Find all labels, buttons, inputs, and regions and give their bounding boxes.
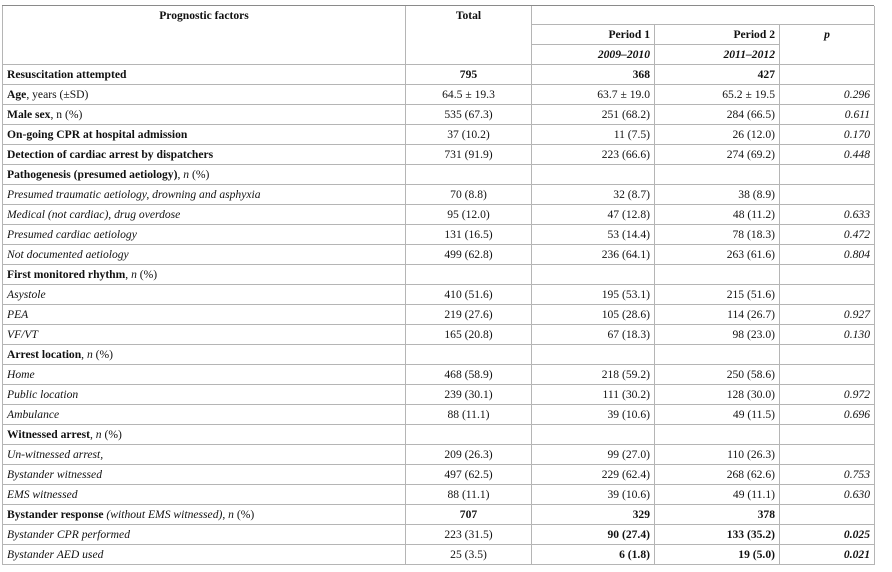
period2-cell: 78 (18.3) bbox=[655, 225, 780, 245]
period2-cell: 133 (35.2) bbox=[655, 525, 780, 545]
period1-cell: 39 (10.6) bbox=[532, 485, 655, 505]
header-total: Total bbox=[406, 6, 532, 65]
table-row bbox=[3, 305, 875, 325]
factor-text: Resuscitation attempted bbox=[7, 68, 127, 81]
period1-cell: 32 (8.7) bbox=[532, 185, 655, 205]
factor-cell bbox=[3, 165, 406, 185]
table-row bbox=[3, 65, 875, 85]
period2-cell: 49 (11.1) bbox=[655, 485, 780, 505]
factor-text: Bystander response bbox=[7, 508, 104, 521]
factor-cell bbox=[3, 145, 406, 165]
total-cell: 209 (26.3) bbox=[406, 445, 532, 465]
header-p: p bbox=[780, 25, 875, 65]
total-cell: 707 bbox=[406, 505, 532, 525]
factor-cell bbox=[3, 65, 406, 85]
factor-text: (%) bbox=[233, 508, 255, 521]
period2-cell: 49 (11.5) bbox=[655, 405, 780, 425]
factor-cell bbox=[3, 265, 406, 285]
table-row bbox=[3, 145, 875, 165]
period1-cell: 6 (1.8) bbox=[532, 545, 655, 565]
total-cell bbox=[406, 425, 532, 445]
p-value-cell: 0.927 bbox=[780, 305, 875, 325]
factor-cell bbox=[3, 385, 406, 405]
total-cell: 731 (91.9) bbox=[406, 145, 532, 165]
factor-text: , bbox=[177, 168, 184, 181]
p-value-cell: 0.972 bbox=[780, 385, 875, 405]
p-value-cell bbox=[780, 425, 875, 445]
p-value-cell: 0.296 bbox=[780, 85, 875, 105]
total-cell: 795 bbox=[406, 65, 532, 85]
period2-cell: 378 bbox=[655, 505, 780, 525]
table-row bbox=[3, 505, 875, 525]
total-cell: 223 (31.5) bbox=[406, 525, 532, 545]
factor-cell bbox=[3, 445, 406, 465]
total-cell: 88 (11.1) bbox=[406, 485, 532, 505]
factor-text: Asystole bbox=[7, 288, 46, 301]
table-row bbox=[3, 525, 875, 545]
period2-cell: 284 (66.5) bbox=[655, 105, 780, 125]
period2-cell bbox=[655, 265, 780, 285]
factor-text: On-going CPR at hospital admission bbox=[7, 128, 188, 141]
p-value-cell: 0.170 bbox=[780, 125, 875, 145]
factor-text: Not documented aetiology bbox=[7, 248, 129, 261]
table-row bbox=[3, 345, 875, 365]
factor-text: n bbox=[183, 168, 190, 181]
factor-text: , n (%) bbox=[50, 108, 83, 121]
total-cell: 410 (51.6) bbox=[406, 285, 532, 305]
period2-cell: 98 (23.0) bbox=[655, 325, 780, 345]
factor-cell bbox=[3, 345, 406, 365]
factor-text: VF/VT bbox=[7, 328, 38, 341]
total-cell: 468 (58.9) bbox=[406, 365, 532, 385]
p-value-cell: 0.025 bbox=[780, 525, 875, 545]
table-row bbox=[3, 365, 875, 385]
factor-text: (%) bbox=[189, 168, 210, 181]
p-value-cell bbox=[780, 265, 875, 285]
period1-cell bbox=[532, 265, 655, 285]
factor-cell bbox=[3, 365, 406, 385]
factor-cell bbox=[3, 185, 406, 205]
period1-cell: 195 (53.1) bbox=[532, 285, 655, 305]
factor-text: (%) bbox=[101, 428, 122, 441]
factor-text: , bbox=[81, 348, 87, 361]
total-cell: 64.5 ± 19.3 bbox=[406, 85, 532, 105]
period1-cell: 236 (64.1) bbox=[532, 245, 655, 265]
factor-text: n bbox=[228, 508, 234, 521]
table-row bbox=[3, 445, 875, 465]
factor-text: Witnessed arrest bbox=[7, 428, 90, 441]
factor-text: Un-witnessed arrest, bbox=[7, 448, 104, 461]
table-row bbox=[3, 205, 875, 225]
p-value-cell: 0.021 bbox=[780, 545, 875, 565]
factor-text: Ambulance bbox=[7, 408, 60, 421]
period2-cell: 268 (62.6) bbox=[655, 465, 780, 485]
table-row bbox=[3, 165, 875, 185]
period2-cell: 65.2 ± 19.5 bbox=[655, 85, 780, 105]
table-row bbox=[3, 285, 875, 305]
total-cell: 88 (11.1) bbox=[406, 405, 532, 425]
period1-cell: 99 (27.0) bbox=[532, 445, 655, 465]
header-period1: Period 1 bbox=[532, 25, 655, 45]
factor-text: Presumed cardiac aetiology bbox=[7, 228, 137, 241]
period1-cell: 329 bbox=[532, 505, 655, 525]
factor-text: Public location bbox=[7, 388, 79, 401]
table-row bbox=[3, 425, 875, 445]
factor-cell bbox=[3, 105, 406, 125]
period1-cell: 11 (7.5) bbox=[532, 125, 655, 145]
period1-cell: 67 (18.3) bbox=[532, 325, 655, 345]
total-cell: 25 (3.5) bbox=[406, 545, 532, 565]
factor-cell bbox=[3, 285, 406, 305]
total-cell: 70 (8.8) bbox=[406, 185, 532, 205]
period1-cell: 218 (59.2) bbox=[532, 365, 655, 385]
total-cell: 535 (67.3) bbox=[406, 105, 532, 125]
factor-text: Detection of cardiac arrest by dispatchers bbox=[7, 148, 214, 161]
factor-cell bbox=[3, 225, 406, 245]
factor-text: Medical (not cardiac), drug overdose bbox=[7, 208, 181, 221]
factor-text: PEA bbox=[7, 308, 29, 321]
p-value-cell: 0.696 bbox=[780, 405, 875, 425]
period2-cell bbox=[655, 165, 780, 185]
period2-cell: 215 (51.6) bbox=[655, 285, 780, 305]
period1-cell: 368 bbox=[532, 65, 655, 85]
factor-cell bbox=[3, 525, 406, 545]
period1-cell: 229 (62.4) bbox=[532, 465, 655, 485]
p-value-cell: 0.448 bbox=[780, 145, 875, 165]
table-row bbox=[3, 545, 875, 565]
total-cell bbox=[406, 345, 532, 365]
p-value-cell bbox=[780, 445, 875, 465]
period2-cell: 114 (26.7) bbox=[655, 305, 780, 325]
period1-cell: 251 (68.2) bbox=[532, 105, 655, 125]
factor-text: Home bbox=[7, 368, 35, 381]
total-cell: 131 (16.5) bbox=[406, 225, 532, 245]
period2-cell: 427 bbox=[655, 65, 780, 85]
header-row-1 bbox=[3, 6, 875, 25]
total-cell bbox=[406, 165, 532, 185]
factor-text: Pathogenesis (presumed aetiology) bbox=[7, 168, 178, 181]
factor-text: , bbox=[222, 508, 229, 521]
table-row bbox=[3, 405, 875, 425]
period1-cell: 47 (12.8) bbox=[532, 205, 655, 225]
period1-cell: 53 (14.4) bbox=[532, 225, 655, 245]
period2-cell: 128 (30.0) bbox=[655, 385, 780, 405]
period2-cell: 263 (61.6) bbox=[655, 245, 780, 265]
p-value-cell bbox=[780, 185, 875, 205]
factor-text: Male sex bbox=[7, 108, 51, 121]
factor-text: n bbox=[95, 428, 102, 441]
factor-text: EMS witnessed bbox=[7, 488, 78, 501]
p-value-cell bbox=[780, 345, 875, 365]
factor-text: , bbox=[125, 268, 132, 281]
period1-cell: 90 (27.4) bbox=[532, 525, 655, 545]
total-cell: 219 (27.6) bbox=[406, 305, 532, 325]
factor-text: (%) bbox=[92, 348, 114, 361]
header-period2: Period 2 bbox=[655, 25, 780, 45]
table-row bbox=[3, 85, 875, 105]
p-value-cell bbox=[780, 65, 875, 85]
total-cell: 95 (12.0) bbox=[406, 205, 532, 225]
period2-cell: 19 (5.0) bbox=[655, 545, 780, 565]
p-value-cell: 0.472 bbox=[780, 225, 875, 245]
table-row bbox=[3, 125, 875, 145]
header-period1-years: 2009–2010 bbox=[532, 45, 655, 65]
factor-text: , bbox=[89, 428, 96, 441]
factor-cell bbox=[3, 325, 406, 345]
p-value-cell: 0.630 bbox=[780, 485, 875, 505]
table-row bbox=[3, 245, 875, 265]
period1-cell: 105 (28.6) bbox=[532, 305, 655, 325]
period1-cell: 39 (10.6) bbox=[532, 405, 655, 425]
factor-text: Bystander CPR performed bbox=[7, 528, 131, 541]
factor-cell bbox=[3, 465, 406, 485]
total-cell bbox=[406, 265, 532, 285]
total-cell: 37 (10.2) bbox=[406, 125, 532, 145]
table-row bbox=[3, 465, 875, 485]
factor-text: (%) bbox=[136, 268, 158, 281]
p-value-cell bbox=[780, 505, 875, 525]
period1-cell bbox=[532, 345, 655, 365]
factor-cell bbox=[3, 405, 406, 425]
p-value-cell: 0.804 bbox=[780, 245, 875, 265]
factor-cell bbox=[3, 485, 406, 505]
period2-cell: 38 (8.9) bbox=[655, 185, 780, 205]
table-row bbox=[3, 325, 875, 345]
period2-cell: 48 (11.2) bbox=[655, 205, 780, 225]
factor-text: Bystander AED used bbox=[7, 548, 104, 561]
period1-cell bbox=[532, 165, 655, 185]
factor-cell bbox=[3, 425, 406, 445]
factor-cell bbox=[3, 125, 406, 145]
factor-text: Arrest location bbox=[7, 348, 82, 361]
period1-cell: 63.7 ± 19.0 bbox=[532, 85, 655, 105]
factor-text: , years (±SD) bbox=[26, 88, 89, 101]
p-value-cell bbox=[780, 365, 875, 385]
factor-cell bbox=[3, 305, 406, 325]
p-value-cell bbox=[780, 165, 875, 185]
period2-cell bbox=[655, 425, 780, 445]
total-cell: 239 (30.1) bbox=[406, 385, 532, 405]
p-value-cell bbox=[780, 285, 875, 305]
table-row bbox=[3, 225, 875, 245]
p-value-cell: 0.611 bbox=[780, 105, 875, 125]
p-value-cell: 0.633 bbox=[780, 205, 875, 225]
total-cell: 497 (62.5) bbox=[406, 465, 532, 485]
factor-text: (without EMS witnessed) bbox=[103, 508, 223, 521]
factor-text: Bystander witnessed bbox=[7, 468, 102, 481]
table-row bbox=[3, 385, 875, 405]
period2-cell: 110 (26.3) bbox=[655, 445, 780, 465]
factor-cell bbox=[3, 545, 406, 565]
factor-text: Presumed traumatic aetiology, drowning and asphyxia bbox=[7, 188, 261, 201]
factor-cell bbox=[3, 245, 406, 265]
period2-cell: 26 (12.0) bbox=[655, 125, 780, 145]
table-row bbox=[3, 105, 875, 125]
header-period2-years: 2011–2012 bbox=[655, 45, 780, 65]
factor-cell bbox=[3, 505, 406, 525]
factor-text: Age bbox=[7, 88, 27, 101]
header-prognostic-factors: Prognostic factors bbox=[3, 6, 406, 65]
p-value-cell: 0.130 bbox=[780, 325, 875, 345]
period2-cell bbox=[655, 345, 780, 365]
period2-cell: 274 (69.2) bbox=[655, 145, 780, 165]
period1-cell: 111 (30.2) bbox=[532, 385, 655, 405]
factor-text: n bbox=[86, 348, 93, 361]
total-cell: 499 (62.8) bbox=[406, 245, 532, 265]
table-row bbox=[3, 485, 875, 505]
table-row bbox=[3, 185, 875, 205]
p-value-cell: 0.753 bbox=[780, 465, 875, 485]
factor-text: n bbox=[131, 268, 137, 281]
factor-text: First monitored rhythm bbox=[7, 268, 126, 281]
period2-cell: 250 (58.6) bbox=[655, 365, 780, 385]
period1-cell bbox=[532, 425, 655, 445]
total-cell: 165 (20.8) bbox=[406, 325, 532, 345]
table-row bbox=[3, 265, 875, 285]
period1-cell: 223 (66.6) bbox=[532, 145, 655, 165]
prognostic-factors-table bbox=[2, 6, 875, 565]
factor-cell bbox=[3, 85, 406, 105]
factor-cell bbox=[3, 205, 406, 225]
